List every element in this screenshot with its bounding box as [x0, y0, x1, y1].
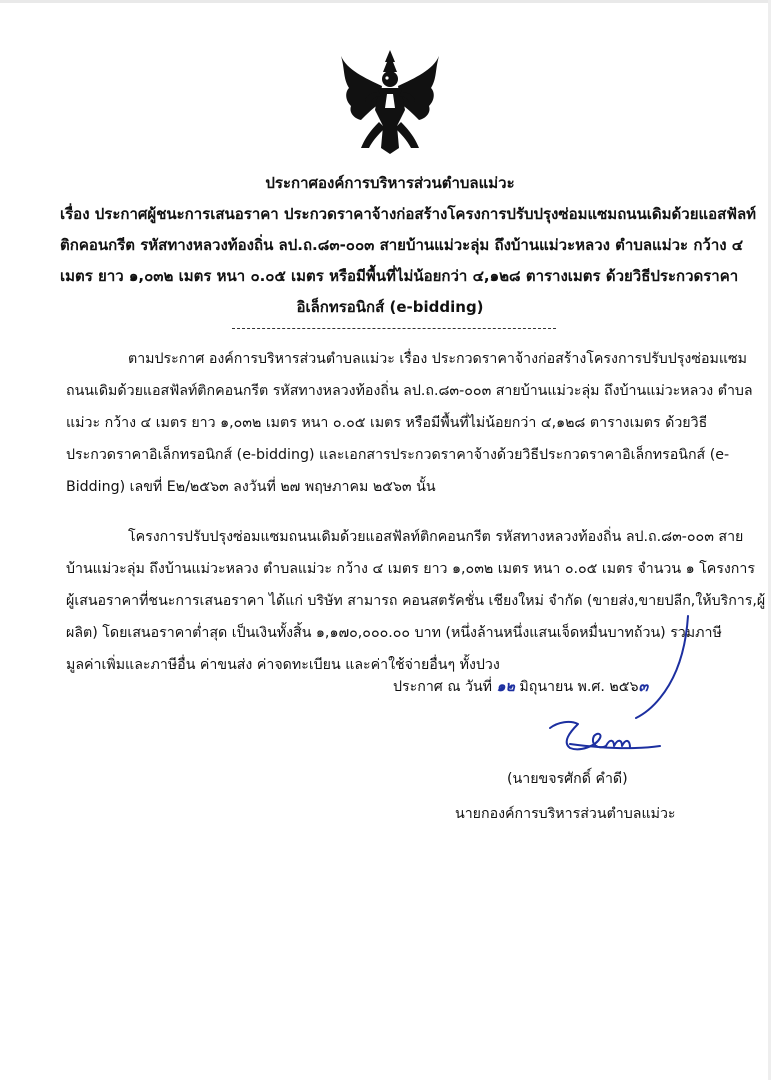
body-paragraph-1	[66, 343, 753, 503]
title-line: ประกาศองค์การบริหารส่วนตำบลแม่วะ	[265, 174, 515, 192]
signer-position: นายกองค์การบริหารส่วนตำบลแม่วะ	[455, 806, 676, 822]
title-line: ติกคอนกรีต รหัสทางหลวงท้องถิ่น ลป.ถ.๘๓-๐๐๓ สายบ้านแม่วะลุ่ม ถึงบ้านแม่วะหลวง ตำบลแม่วะ กว้าง ๔	[60, 236, 744, 254]
handwritten-day: ๑๒	[496, 679, 515, 695]
paragraph-line: บ้านแม่วะลุ่ม ถึงบ้านแม่วะหลวง ตำบลแม่วะ กว้าง ๔ เมตร ยาว ๑,๐๓๒ เมตร หนา ๐.๐๕ เมตร จำนวน ๑ โครงการ	[66, 561, 755, 577]
paragraph-line: ผู้เสนอราคาที่ชนะการเสนอราคา ได้แก่ บริษัท สามารถ คอนสตรัคชั่น เชียงใหม่ จำกัด (ขายส่ง,ขายปลีก,ให้บริการ,ผู้	[66, 593, 766, 609]
paragraph-line: มูลค่าเพิ่มและภาษีอื่น ค่าขนส่ง ค่าจดทะเบียน และค่าใช้จ่ายอื่นๆ ทั้งปวง	[66, 657, 500, 673]
paragraph-line: โครงการปรับปรุงซ่อมแซมถนนเดิมด้วยแอสฟัลท์ติกคอนกรีต รหัสทางหลวงท้องถิ่น ลป.ถ.๘๓-๐๐๓ สาย	[128, 529, 744, 545]
title-line: เมตร ยาว ๑,๐๓๒ เมตร หนา ๐.๐๕ เมตร หรือมีพื้นที่ไม่น้อยกว่า ๔,๑๒๘ ตารางเมตร ด้วยวิธีประกวดราคา	[60, 267, 739, 285]
paragraph-line: ตามประกาศ องค์การบริหารส่วนตำบลแม่วะ เรื่อง ประกวดราคาจ้างก่อสร้างโครงการปรับปรุงซ่อมแซม	[128, 351, 747, 367]
paragraph-line: ผลิต) โดยเสนอราคาต่ำสุด เป็นเงินทั้งสิ้น ๑,๑๗๐,๐๐๐.๐๐ บาท (หนึ่งล้านหนึ่งแสนเจ็ดหมื่นบาทถ้วน) รวมภาษี	[66, 625, 722, 641]
title-line: เรื่อง ประกาศผู้ชนะการเสนอราคา ประกวดราคาจ้างก่อสร้างโครงการปรับปรุงซ่อมแซมถนนเดิมด้วยแอสฟัลท์	[60, 205, 757, 223]
paragraph-line: แม่วะ กว้าง ๔ เมตร ยาว ๑,๐๓๒ เมตร หนา ๐.๐๕ เมตร หรือมีพื้นที่ไม่น้อยกว่า ๔,๑๒๘ ตารางเมตร ด้วยวิธี	[66, 415, 708, 431]
dashed-divider	[232, 328, 556, 329]
garuda-emblem-icon	[335, 48, 445, 156]
handwritten-year-digit: ๓	[638, 679, 649, 695]
title-line: อิเล็กทรอนิกส์ (e-bidding)	[296, 298, 484, 316]
paragraph-line: Bidding) เลขที่ E๒/๒๕๖๓ ลงวันที่ ๒๗ พฤษภาคม ๒๕๖๓ นั้น	[66, 479, 436, 495]
announcement-title	[60, 168, 757, 323]
date-month-year: มิถุนายน พ.ศ. ๒๕๖	[519, 679, 639, 695]
signature-scribble	[540, 606, 700, 766]
paragraph-line: ถนนเดิมด้วยแอสฟัลท์ติกคอนกรีต รหัสทางหลวงท้องถิ่น ลป.ถ.๘๓-๐๐๓ สายบ้านแม่วะลุ่ม ถึงบ้านแม่วะหลวง ตำบล	[66, 383, 753, 399]
scan-edge-top	[0, 0, 771, 3]
date-prefix: ประกาศ ณ วันที่	[393, 679, 493, 695]
signer-name: (นายขจรศักดิ์ คำดี)	[507, 771, 628, 787]
paragraph-line: ประกวดราคาอิเล็กทรอนิกส์ (e-bidding) และเอกสารประกวดราคาจ้างด้วยวิธีประกวดราคาอิเล็กทรอนิกส์ (e-	[66, 447, 730, 463]
